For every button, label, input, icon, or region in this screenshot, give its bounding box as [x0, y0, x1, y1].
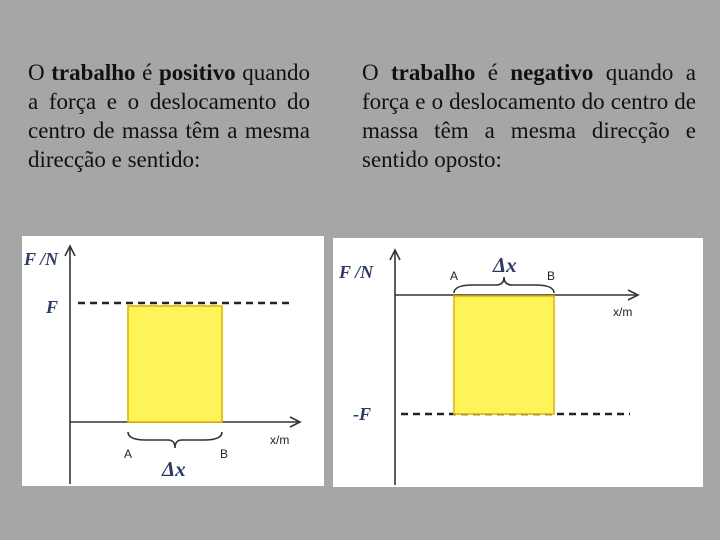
text-part: quando a força e o deslocamento do centro de massa têm a mesma direcção e sentido oposto: — [362, 60, 696, 172]
positive-work-text — [28, 58, 310, 174]
y-axis-label: F /N — [339, 262, 374, 282]
point-a-label: A — [124, 447, 133, 461]
text-part: é — [475, 60, 511, 85]
text-part: O — [28, 60, 52, 85]
work-area — [128, 306, 222, 422]
point-b-label: B — [547, 269, 556, 283]
text-bold-negative: negativo — [510, 60, 594, 85]
x-axis-label: x/m — [613, 305, 633, 319]
point-b-label: B — [220, 447, 229, 461]
delta-x-brace — [454, 277, 554, 293]
text-bold-positive: positivo — [158, 60, 236, 85]
work-area — [454, 296, 554, 414]
negative-work-text — [362, 58, 696, 174]
point-a-label: A — [450, 269, 459, 283]
delta-x-label: Δx — [162, 457, 186, 481]
y-axis-label: F /N — [24, 249, 59, 269]
x-axis-label: x/m — [270, 433, 290, 447]
text-bold-work: trabalho — [51, 60, 136, 85]
text-part: quando a força e o deslocamento do centro de massa têm a mesma direcção e sentido: — [28, 60, 310, 172]
negative-work-diagram — [333, 238, 703, 487]
text-bold-work: trabalho — [390, 60, 476, 85]
delta-x-brace — [128, 432, 222, 448]
force-label: F — [46, 297, 59, 317]
force-label: -F — [353, 404, 371, 424]
text-part: O — [362, 60, 391, 85]
positive-work-diagram — [22, 236, 324, 486]
text-part: é — [135, 60, 159, 85]
delta-x-label: Δx — [493, 253, 517, 277]
